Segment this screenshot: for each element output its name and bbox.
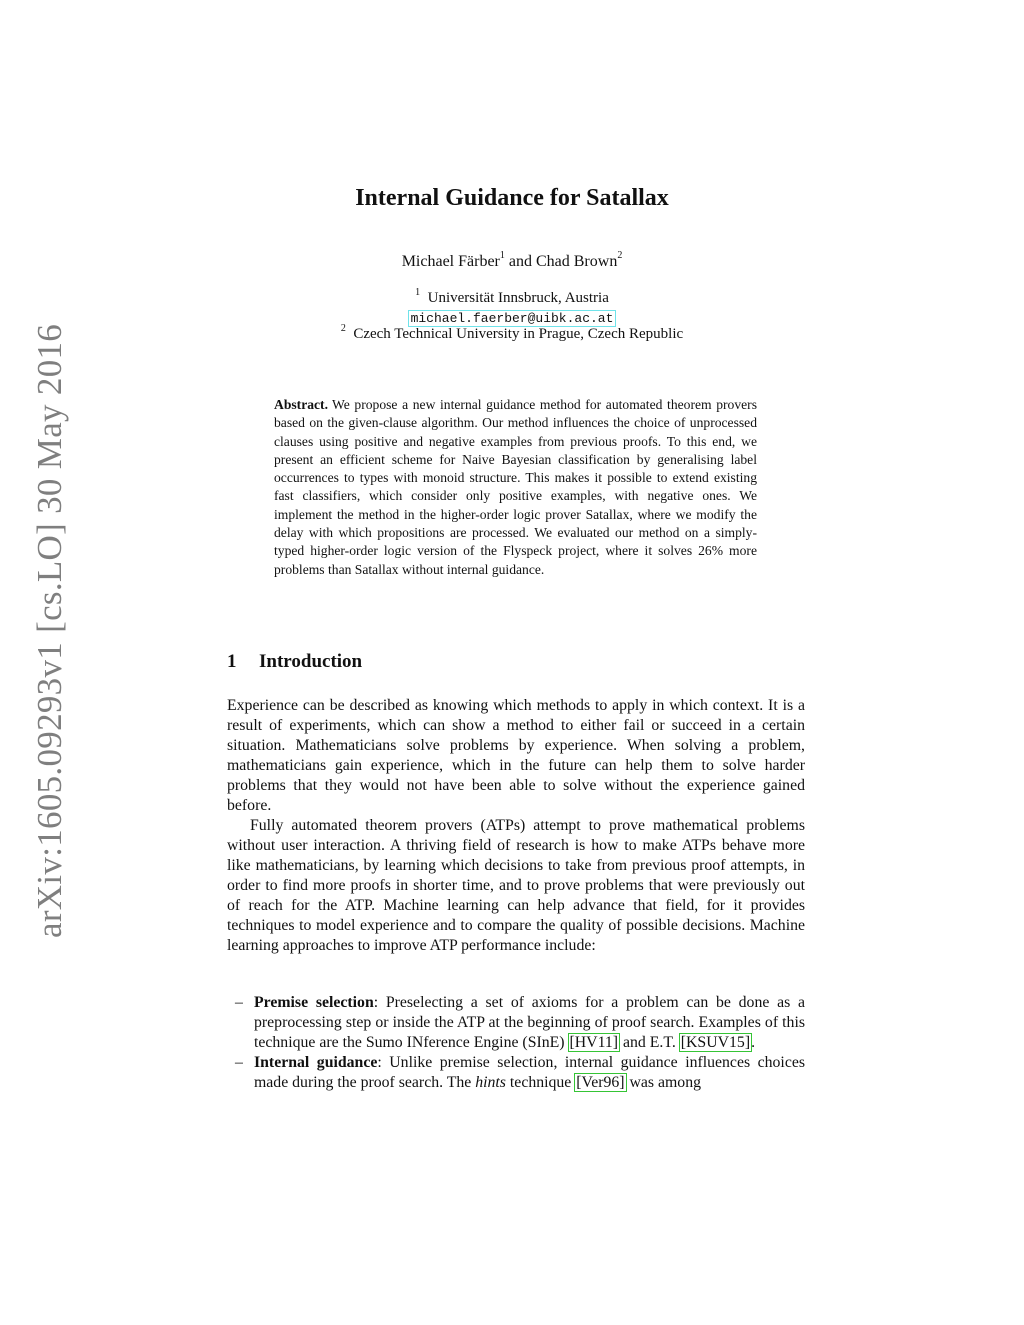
list-item [227, 993, 805, 1053]
affiliation-mark: 2 [617, 250, 623, 261]
approach-list [227, 993, 805, 1093]
citation-link[interactable]: [HV11] [569, 1034, 619, 1051]
arxiv-identifier: arXiv:1605.09293v1 [cs.LO] 30 May 2016 [30, 323, 69, 938]
list-item [227, 1053, 805, 1093]
section-number: 1 [227, 651, 237, 672]
author-line [0, 250, 1024, 271]
abstract-text: We propose a new internal guidance method for automated theorem provers based on the given-clause algorithm. Our method influences the choice of unprocessed clauses using positive and negative examples from previous proofs. To this end, we present an efficient scheme for Naive Bayesian classification by generalising label occurrences to types with monoid structure. This makes it possible to extend existing fast classifiers, which consider only positive examples, with negative ones. We implement the method in the higher-order logic prover Satallax, where we modify the delay with which propositions are processed. We evaluated our method on a simply-typed higher-order logic version of the Flyspeck project, where it solves 26% more problems than Satallax without internal guidance. [274, 397, 757, 577]
abstract [274, 396, 757, 579]
author-name: Michael Färber [401, 253, 500, 270]
affiliation-text: Universität Innsbruck, Austria [427, 290, 609, 306]
list-text: was among [625, 1074, 701, 1091]
section-title: Introduction [259, 651, 363, 672]
list-term: Premise selection [254, 994, 374, 1011]
affiliation-text: Czech Technical University in Prague, Czech Republic [353, 326, 684, 342]
author-conjunction: and [504, 253, 536, 270]
abstract-label: Abstract. [274, 397, 328, 412]
list-text: and E.T. [619, 1034, 680, 1051]
list-text: technique [505, 1074, 576, 1091]
author-name: Chad Brown [535, 253, 618, 270]
citation-link[interactable]: [KSUV15] [680, 1034, 751, 1051]
list-dash: – [235, 994, 243, 1011]
citation-link[interactable]: [Ver96] [576, 1074, 625, 1091]
list-text: : Preselecting a set of axioms for a problem can be done as a preprocessing step or inside the ATP at the beginning of proof search. Examples of this technique are the Sumo INference Engine (SInE) [254, 994, 805, 1051]
intro-paragraph-1: Experience can be described as knowing which methods to apply in which context. It is a result of experiments, which can show a method to either fail or succeed in a certain situation. Mathematicians solve problems by experience. When solving a problem, mathematicians gain experience, which in the future can help them to solve harder problems that they would not have been able to solve without the experience gained before. [227, 697, 805, 814]
affiliation-mark: 1 [499, 250, 505, 261]
affiliation-2 [0, 323, 1024, 343]
section-heading [227, 651, 362, 673]
affiliation-mark: 2 [340, 323, 346, 334]
list-term: Internal guidance [254, 1054, 378, 1071]
paper-title: Internal Guidance for Satallax [355, 185, 669, 211]
list-text: . [751, 1034, 756, 1051]
list-dash: – [235, 1054, 243, 1071]
email-link[interactable]: michael.faerber@uibk.ac.at [410, 311, 614, 326]
affiliation-1 [0, 287, 1024, 307]
list-text: : Unlike premise selection, internal guidance influences choices made during the proof search. The [254, 1054, 805, 1091]
emphasis-text: hints [475, 1074, 506, 1091]
affiliation-mark: 1 [415, 287, 421, 298]
email-line [0, 309, 1024, 327]
intro-paragraph-2: Fully automated theorem provers (ATPs) attempt to prove mathematical problems without user interaction. A thriving field of research is how to make ATPs behave more like mathematicians, by learning which decisions to take from previous proof attempts, in order to find more proofs in shorter time, and to prove problems that were previously out of reach for the ATP. Machine learning can help advance that field, for it provides techniques to model experience and to compare the quality of possible decisions. Machine learning approaches to improve ATP performance include: [227, 817, 805, 954]
